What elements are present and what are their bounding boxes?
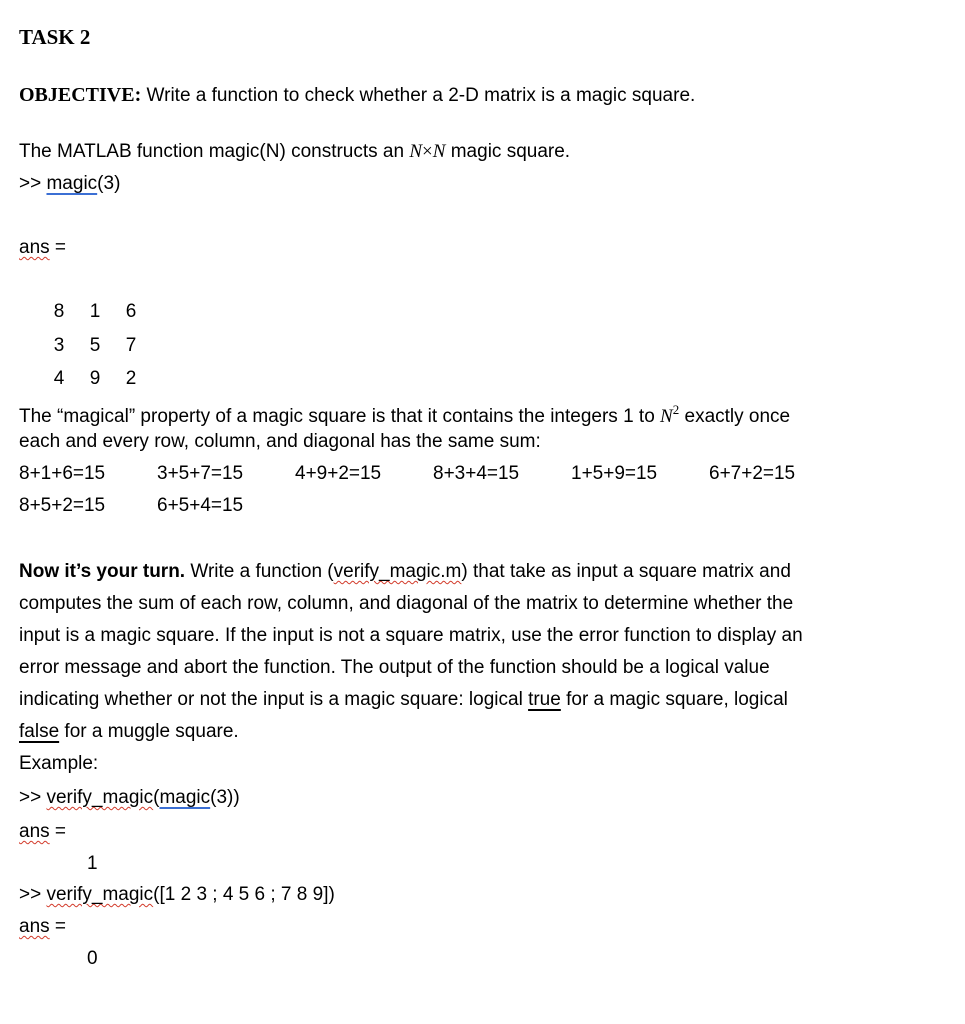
command-prompt: >> xyxy=(19,884,47,905)
turn-text: ) that take as input a square matrix and xyxy=(461,561,791,582)
function-args: ([1 2 3 ; 4 5 6 ; 7 8 9]) xyxy=(153,884,335,905)
property-line-1 xyxy=(19,398,790,429)
intro-line xyxy=(19,140,570,164)
matrix-cell: 4 xyxy=(53,368,65,389)
turn-text: for a muggle square. xyxy=(59,721,239,742)
matrix-cell: 6 xyxy=(125,301,137,322)
paren: ( xyxy=(153,787,160,808)
exponent: 2 xyxy=(672,402,680,417)
matrix-cell: 7 xyxy=(125,335,137,356)
math-n: N xyxy=(660,406,673,427)
task-title: TASK 2 xyxy=(19,25,91,49)
objective-text: Write a function to check whether a 2-D matrix is a magic square. xyxy=(141,85,696,106)
magic-function-name: magic xyxy=(159,787,211,808)
magic-function-args: (3) xyxy=(97,173,121,194)
sum-expression: 8+3+4=15 xyxy=(433,463,520,484)
sum-expression: 3+5+7=15 xyxy=(157,463,244,484)
sum-expression: 8+5+2=15 xyxy=(19,495,106,516)
property-line-2: each and every row, column, and diagonal has the same sum: xyxy=(19,431,541,452)
objective-line xyxy=(19,83,695,108)
turn-line-1 xyxy=(19,560,791,584)
matrix-cell: 2 xyxy=(125,368,137,389)
matrix-row xyxy=(41,367,149,391)
matrix-cell: 3 xyxy=(53,335,65,356)
turn-line-2: computes the sum of each row, column, and diagonal of the matrix to determine whether the xyxy=(19,593,794,614)
example-1-ans-label xyxy=(19,820,66,844)
command-prompt: >> xyxy=(19,173,47,194)
command-prompt: >> xyxy=(19,787,47,808)
intro-prefix: The MATLAB function magic(N) constructs an xyxy=(19,141,410,162)
filename: verify_magic.m xyxy=(333,561,462,582)
function-args: (3)) xyxy=(210,787,240,808)
turn-bold: Now it’s your turn. xyxy=(19,561,186,582)
ans-equals: = xyxy=(49,916,67,937)
matrix-cell: 8 xyxy=(53,301,65,322)
matrix-cell: 9 xyxy=(89,368,101,389)
sums-row xyxy=(19,462,809,486)
turn-line-4: error message and abort the function. The output of the function should be a logical value xyxy=(19,657,770,678)
verify-magic-function-name: verify_magic xyxy=(46,787,154,808)
intro-suffix: magic square. xyxy=(445,141,571,162)
magic-function-name: magic xyxy=(46,173,98,194)
math-n: N xyxy=(409,141,423,162)
ans-word: ans xyxy=(19,821,50,842)
sum-expression: 6+7+2=15 xyxy=(709,463,796,484)
math-n: N xyxy=(432,141,446,162)
matrix-row xyxy=(41,300,149,324)
matrix-row xyxy=(41,334,149,358)
sum-expression: 8+1+6=15 xyxy=(19,463,106,484)
turn-text: Write a function ( xyxy=(185,561,334,582)
matrix-cell: 5 xyxy=(89,335,101,356)
property-suffix: exactly once xyxy=(679,406,791,427)
turn-line-5 xyxy=(19,688,788,712)
false-word: false xyxy=(19,721,60,742)
true-word: true xyxy=(528,689,561,710)
property-prefix: The “magical” property of a magic square is that it contains the integers 1 to xyxy=(19,406,661,427)
turn-text: indicating whether or not the input is a magic square: logical xyxy=(19,689,529,710)
ans-word: ans xyxy=(19,916,50,937)
ans-word: ans xyxy=(19,237,50,258)
example-1-command xyxy=(19,786,240,810)
magic-command-line xyxy=(19,172,120,196)
example-2-command xyxy=(19,883,335,907)
ans-equals: = xyxy=(49,237,67,258)
matrix-cell: 1 xyxy=(89,301,101,322)
sum-expression: 6+5+4=15 xyxy=(157,495,244,516)
turn-line-6 xyxy=(19,720,239,744)
verify-magic-function-name: verify_magic xyxy=(46,884,154,905)
turn-line-3: input is a magic square. If the input is not a square matrix, use the error function to display an xyxy=(19,625,803,646)
ans-equals: = xyxy=(49,821,67,842)
sums-row xyxy=(19,494,295,518)
example-2-ans-label xyxy=(19,915,66,939)
objective-label: OBJECTIVE: xyxy=(19,84,142,106)
times-symbol: × xyxy=(422,141,433,162)
turn-text: for a magic square, logical xyxy=(560,689,788,710)
sum-expression: 1+5+9=15 xyxy=(571,463,658,484)
sum-expression: 4+9+2=15 xyxy=(295,463,382,484)
example-2-result: 0 xyxy=(87,948,98,969)
example-1-result: 1 xyxy=(87,853,98,874)
example-label: Example: xyxy=(19,753,99,774)
ans-label xyxy=(19,236,66,260)
